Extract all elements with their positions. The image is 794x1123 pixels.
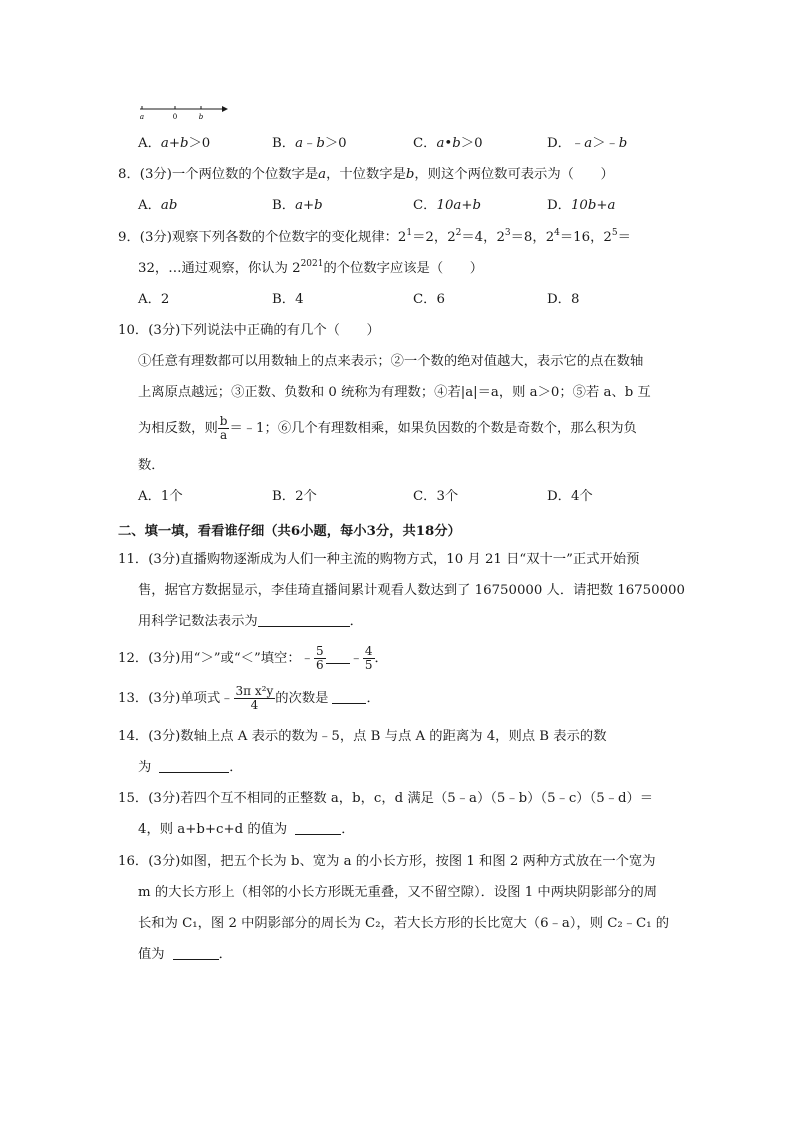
q15-line2: 4，则 a+b+c+d 的值为 ． [138,822,355,837]
q10-option-d[interactable]: D．4个 [547,489,593,504]
q10-line4: 数． [138,458,165,473]
q7-option-c[interactable]: C．a•b＞0 [413,136,483,151]
q10-fraction: $\frac{b}{a}$ [219,414,228,442]
q13-fraction: $\frac{\text{3π x²y}}{4}$ [235,684,274,712]
q13-stem: 13．(3分)单项式﹣ $\frac{\text{3π x²y}}{4}$ 的次数是 ． [118,684,380,712]
q11-line1: 11．(3分)直播购物逐渐成为人们一种主流的购物方式，10 月 21 日“双十一”正式开始预 [118,552,640,567]
section-heading: 二、填一填，看看谁仔细（共6小题，每小3分，共18分） [118,524,461,539]
q12-answer-blank[interactable] [326,649,350,664]
q11-line2: 售，据官方数据显示，李佳琦直播间累计观看人数达到了 16750000 人．请把数 16750000 [138,583,685,598]
q16-line2: m 的大长方形上（相邻的小长方形既无重叠，又不留空隙）．设图 1 中两块阴影部分的周 [138,885,658,900]
q14-line2: 为 ． [138,760,243,775]
q7-option-d[interactable]: D．﹣a＞﹣b [547,136,628,151]
q12-fraction-1: $\frac{5}{6}$ [315,644,324,672]
q9-option-c[interactable]: C．6 [413,292,445,307]
q10-line1: ①任意有理数都可以用数轴上的点来表示；②一个数的绝对值越大，表示它的点在数轴 [138,354,644,369]
q8-stem: 8．(3分)一个两位数的个位数字是a，十位数字是b，则这个两位数可表示为（ ） [118,167,614,182]
q15-line1: 15．(3分)若四个互不相同的正整数 a，b，c，d 满足（5﹣a）（5﹣b）（5﹣c）（5﹣d）＝ [118,791,654,806]
q16-line4: 值为 ． [138,947,232,962]
q11-line3: 用科学记数法表示为 ． [138,614,363,629]
q14-answer-blank[interactable] [159,758,229,773]
q12-fraction-2: $\frac{4}{5}$ [364,644,373,672]
q8-option-d[interactable]: D．10b+a [547,198,616,213]
q16-line1: 16．(3分)如图，把五个长为 b、宽为 a 的小长方形，按图 1 和图 2 两种方式放在一个宽为 [118,854,656,869]
q9-stem-line2: 32，…通过观察，你认为 $2^{2021}$的个位数字应该是（ ） [138,259,484,276]
q8-option-c[interactable]: C．10a+b [413,198,481,213]
q9-option-a[interactable]: A．2 [138,292,170,307]
q10-line2: 上离原点越远；③正数、负数和 0 统称为有理数；④若|a|＝a，则 a＞0；⑤若 a、b 互 [138,385,651,400]
q12-stem: 12．(3分)用“＞”或“＜”填空：﹣ $\frac{5}{6}$ ﹣ $\frac{4}{5}$ ． [118,644,388,672]
q11-answer-blank[interactable] [258,612,350,627]
q16-line3: 长和为 C₁，图 2 中阴影部分的周长为 C₂，若大长方形的长比宽大（6﹣a），则 C₂﹣C₁ 的 [138,916,670,931]
q14-line1: 14．(3分)数轴上点 A 表示的数为﹣5，点 B 与点 A 的距离为 4，则点 B 表示的数 [118,729,607,744]
q10-option-b[interactable]: B．2个 [272,489,317,504]
q9-option-b[interactable]: B．4 [272,292,304,307]
q16-answer-blank[interactable] [173,945,219,960]
q10-stem: 10．(3分)下列说法中正确的有几个（ ） [118,323,380,338]
q15-answer-blank[interactable] [295,820,341,835]
q7-option-b[interactable]: B．a﹣b＞0 [272,136,347,151]
q9-option-d[interactable]: D．8 [547,292,580,307]
q10-option-a[interactable]: A．1个 [138,489,183,504]
label-a: a [139,113,145,121]
label-b: b [198,113,204,121]
q7-option-a[interactable]: A．a+b＞0 [138,136,211,151]
q8-option-b[interactable]: B．a+b [272,198,323,213]
label-zero: 0 [172,113,178,121]
number-line-figure [138,102,228,122]
q10-line3: 为相反数，则 $\frac{b}{a}$ ＝﹣1；⑥几个有理数相乘，如果负因数的个数是奇数个，那么积为负 [138,414,637,442]
number-line-arrow [222,106,228,112]
q8-option-a[interactable]: A．ab [138,198,178,213]
q13-answer-blank[interactable] [332,689,366,704]
q10-option-c[interactable]: C．3个 [413,489,459,504]
q9-stem-line1: 9．(3分)观察下列各数的个位数字的变化规律：$2^1=2$，$2^2=4$，$2^3=8$，$2^4=16$，$2^5=$ [118,228,631,245]
